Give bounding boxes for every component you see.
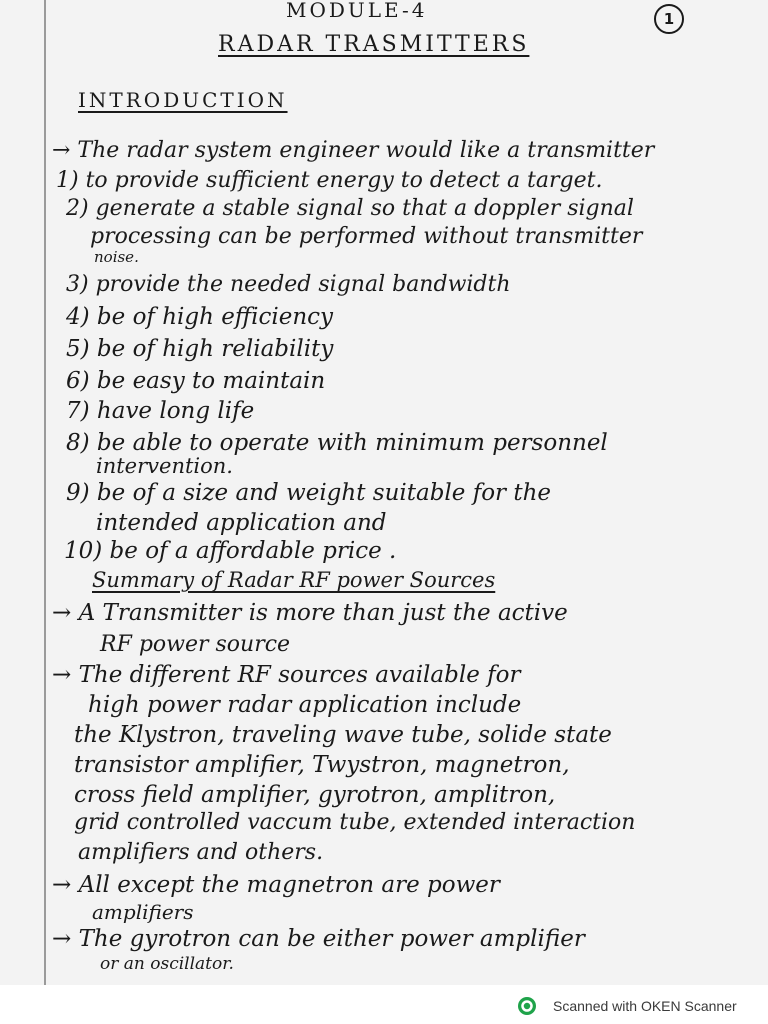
text-line: RF power source <box>100 632 291 657</box>
section-heading-summary: Summary of Radar RF power Sources <box>92 568 496 592</box>
text-line: amplifiers <box>92 900 194 924</box>
scanner-watermark <box>0 985 768 1024</box>
text-line: 3) provide the needed signal bandwidth <box>66 272 511 297</box>
text-line: amplifiers and others. <box>78 840 324 865</box>
page-number-badge: 1 <box>654 4 684 34</box>
text-line: grid controlled vaccum tube, extended interaction <box>74 810 636 835</box>
text-line: transistor amplifier, Twystron, magnetron, <box>74 752 570 778</box>
page-title: RADAR TRASMITTERS <box>218 32 530 57</box>
section-heading-introduction: INTRODUCTION <box>78 88 288 112</box>
text-line: 5) be of high reliability <box>66 336 334 362</box>
text-line: cross field amplifier, gyrotron, amplitron, <box>74 782 556 808</box>
text-line: 8) be able to operate with minimum personnel <box>66 430 608 456</box>
text-line: intended application and <box>96 510 387 536</box>
text-line: → A Transmitter is more than just the active <box>52 600 568 626</box>
text-line: processing can be performed without transmitter <box>90 224 643 249</box>
text-line: → The radar system engineer would like a transmitter <box>52 138 655 163</box>
text-line: 6) be easy to maintain <box>66 368 326 394</box>
text-line: the Klystron, traveling wave tube, solide state <box>74 722 612 748</box>
text-line: → The gyrotron can be either power amplifier <box>52 926 585 952</box>
module-label: MODULE-4 <box>286 0 428 22</box>
text-line: → The different RF sources available for <box>52 662 521 688</box>
text-line: high power radar application include <box>88 692 522 718</box>
text-line: 1) to provide sufficient energy to detect a target. <box>56 168 603 193</box>
text-line: 10) be of a affordable price . <box>64 538 397 564</box>
text-line: 4) be of high efficiency <box>66 304 334 330</box>
margin-line <box>44 0 46 985</box>
scanner-label: Scanned with OKEN Scanner <box>553 998 737 1014</box>
text-line: noise. <box>94 248 139 266</box>
text-line: intervention. <box>96 454 233 478</box>
text-line: 9) be of a size and weight suitable for the <box>66 480 552 506</box>
oken-scanner-logo-icon <box>517 996 537 1016</box>
text-line: → All except the magnetron are power <box>52 872 500 898</box>
text-line: 7) have long life <box>66 398 255 424</box>
text-line: or an oscillator. <box>100 954 234 974</box>
text-line: 2) generate a stable signal so that a doppler signal <box>66 196 634 221</box>
